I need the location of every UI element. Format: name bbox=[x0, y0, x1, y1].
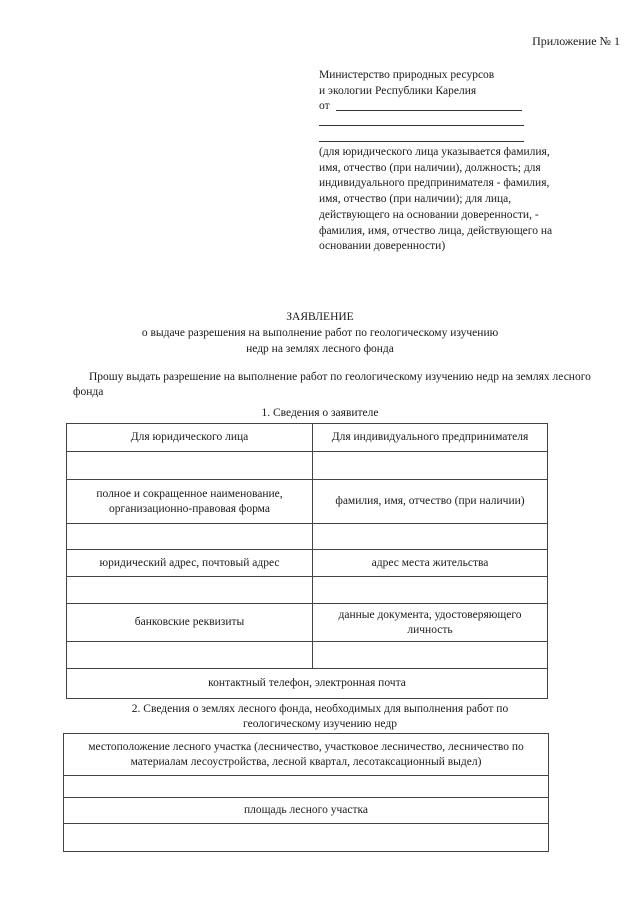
input-cell-individual-address[interactable] bbox=[313, 524, 548, 550]
label-bank-details: банковские реквизиты bbox=[67, 604, 313, 642]
applicant-table bbox=[66, 423, 548, 699]
label-id-document: данные документа, удостоверяющего личность bbox=[313, 604, 548, 642]
appendix-number: Приложение № 1 bbox=[532, 34, 620, 48]
label-forest-area: площадь лесного участка bbox=[64, 798, 549, 824]
applicant-hint: (для юридического лица указывается фамилия, имя, отчество (при наличии), должность; для индивидуального предпринимателя - фамилия, имя, отчество (при наличии); для лица, действующего на основании доверенности, - фамилия, имя, отчество лица, действующего на основании доверенности) bbox=[319, 146, 553, 253]
label-forest-location: местоположение лесного участка (лесничество, участковое лесничество, лесничество по материалам лесоустройства, лесной квартал, лесотаксационный выдел) bbox=[64, 734, 549, 776]
from-blank-line-1[interactable] bbox=[336, 110, 522, 111]
input-cell-contacts-individual[interactable] bbox=[313, 642, 548, 669]
label-contacts: контактный телефон, электронная почта bbox=[67, 669, 548, 699]
input-cell-forest-area[interactable] bbox=[64, 824, 549, 852]
label-legal-address: юридический адрес, почтовый адрес bbox=[67, 550, 313, 577]
label-individual-address: адрес места жительства bbox=[313, 550, 548, 577]
from-blank-line-2[interactable] bbox=[319, 125, 524, 126]
header-legal-entity: Для юридического лица bbox=[67, 424, 313, 452]
from-blank-line-3[interactable] bbox=[319, 141, 524, 142]
input-cell-forest-location[interactable] bbox=[64, 776, 549, 798]
section-2-title-line-1: 2. Сведения о землях лесного фонда, необходимых для выполнения работ по bbox=[131, 703, 509, 715]
header-individual-entrepreneur: Для индивидуального предпринимателя bbox=[313, 424, 548, 452]
forest-land-table bbox=[63, 733, 549, 852]
from-label: от bbox=[319, 100, 330, 113]
input-cell-id-document[interactable] bbox=[313, 577, 548, 604]
document-title: ЗАЯВЛЕНИЕ bbox=[286, 311, 354, 323]
section-2-title bbox=[0, 702, 640, 732]
section-2-title-line-2: геологическому изучению недр bbox=[243, 718, 397, 730]
input-cell-contacts-legal[interactable] bbox=[67, 642, 313, 669]
label-individual-name: фамилия, имя, отчество (при наличии) bbox=[313, 480, 548, 524]
recipient-line-1: Министерство природных ресурсов bbox=[319, 69, 495, 81]
recipient-line-2: и экологии Республики Карелия bbox=[319, 84, 477, 97]
document-subtitle-2: недр на землях лесного фонда bbox=[246, 343, 394, 355]
input-cell-legal-address[interactable] bbox=[67, 524, 313, 550]
section-1-title: 1. Сведения о заявителе bbox=[261, 407, 379, 419]
document-subtitle-1: о выдаче разрешения на выполнение работ по геологическому изучению bbox=[141, 327, 499, 339]
input-cell-bank-details[interactable] bbox=[67, 577, 313, 604]
recipient-block bbox=[319, 68, 559, 115]
input-cell-legal-name[interactable] bbox=[67, 452, 313, 480]
label-legal-name: полное и сокращенное наименование, организационно-правовая форма bbox=[67, 480, 313, 524]
input-cell-individual-name[interactable] bbox=[313, 452, 548, 480]
request-text: Прошу выдать разрешение на выполнение работ по геологическому изучению недр на землях лесного фонда bbox=[73, 371, 591, 398]
